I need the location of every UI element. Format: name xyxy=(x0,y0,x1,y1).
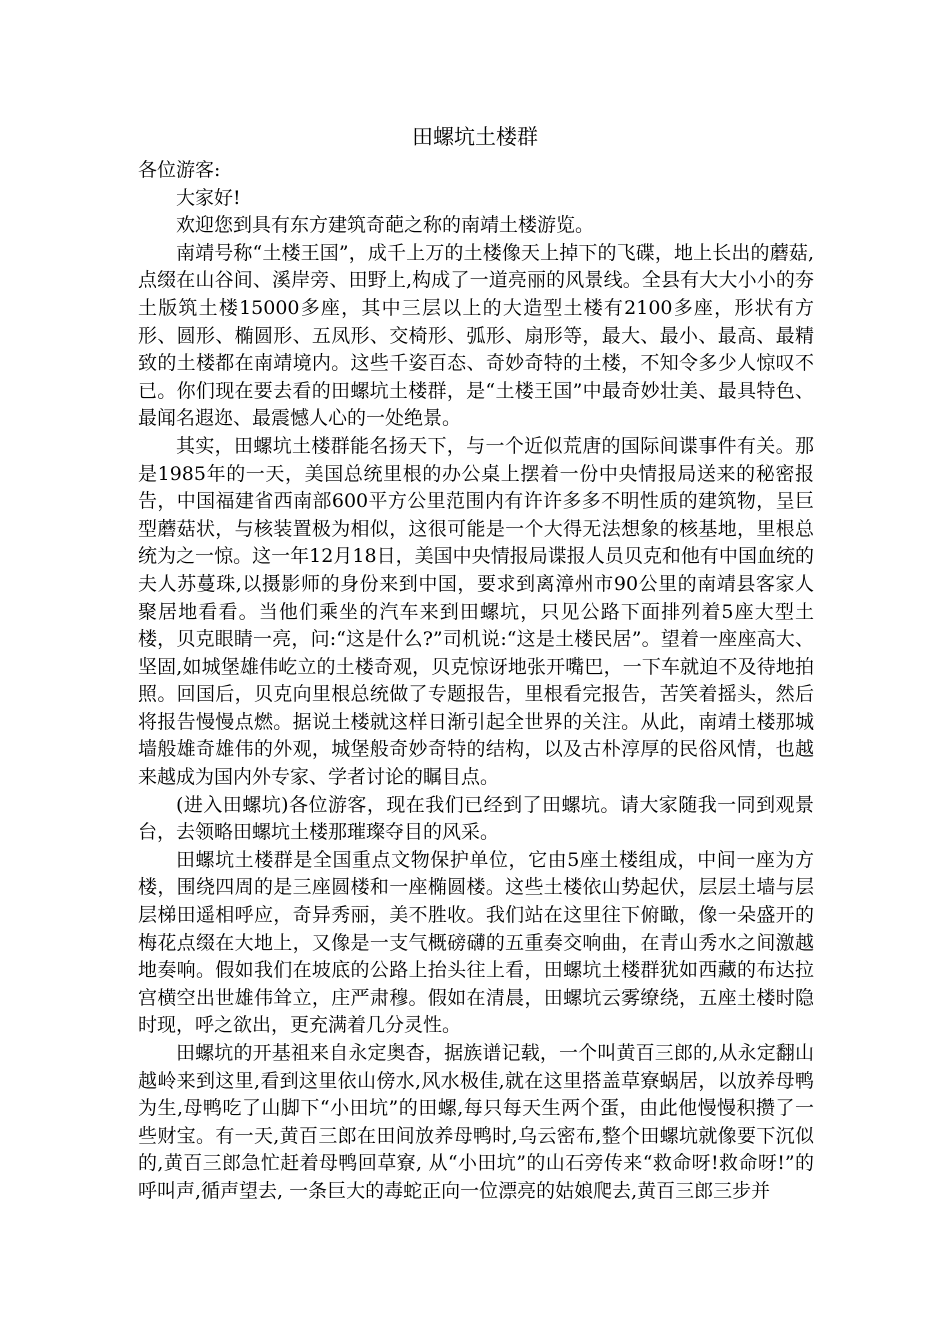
salutation: 各位游客: xyxy=(138,159,221,181)
paragraph-tianluokeng-cluster: 田螺坑土楼群是全国重点文物保护单位，它由5座土楼组成，中间一座为方楼，围绕四周的是三座圆楼和一座椭圆楼。这些土楼依山势起伏，层层土墙与层层梯田遥相呼应，奇异秀丽，美不胜收。我们站在这里往下俯瞰，像一朵盛开的梅花点缀在大地上，又像是一支气概磅礴的五重奏交响曲，在青山秀水之间激越地奏响。假如我们在坡底的公路上抬头往上看，田螺坑土楼群犹如西藏的布达拉宫横空出世雄伟耸立，庄严肃穆。假如在清晨，田螺坑云雾缭绕，五座土楼时隐时现，呼之欲出，更充满着几分灵性。 xyxy=(138,848,814,1037)
paragraph-arrival: (进入田螺坑)各位游客，现在我们已经到了田螺坑。请大家随我一同到观景台，去领略田螺坑土楼那璀璨夺目的风采。 xyxy=(138,793,814,844)
paragraph-welcome: 欢迎您到具有东方建筑奇葩之称的南靖土楼游览。 xyxy=(176,214,595,237)
paragraph-spy-story: 其实，田螺坑土楼群能名扬天下，与一个近似荒唐的国际间谍事件有关。那是1985年的一天，美国总统里根的办公桌上摆着一份中央情报局送来的秘密报告，中国福建省西南部600平方公里范围内有许许多多不明性质的建筑物，呈巨型蘑菇状，与核装置极为相似，这很可能是一个大得无法想象的核基地，里根总统为之一惊。这一年12月18日，美国中央情报局谍报人员贝克和他有中国血统的夫人苏蔓珠,以摄影师的身份来到中国，要求到离漳州市90公里的南靖县客家人聚居地看看。当他们乘坐的汽车来到田螺坑，只见公路下面排列着5座大型土楼，贝克眼睛一亮，问:“这是什么?”司机说:“这是土楼民居”。望着一座座高大、坚固,如城堡雄伟屹立的土楼奇观，贝克惊讶地张开嘴巴，一下车就迫不及待地拍照。回国后，贝克向里根总统做了专题报告，里根看完报告，苦笑着摇头，然后将报告慢慢点燃。据说土楼就这样日渐引起全世界的关注。从此，南靖土楼那城墙般雄奇雄伟的外观，城堡般奇妙奇特的结构，以及古朴淳厚的民俗风情，也越来越成为国内外专家、学者讨论的瞩目点。 xyxy=(138,434,814,789)
document-title: 田螺坑土楼群 xyxy=(412,125,538,149)
document-body xyxy=(138,157,814,1206)
paragraph-greeting: 大家好! xyxy=(176,186,241,209)
paragraph-tulou-kingdom: 南靖号称“土楼王国”，成千上万的土楼像天上掉下的飞碟，地上长出的蘑菇,点缀在山谷间、溪岸旁、田野上,构成了一道亮丽的风景线。全县有大大小小的夯土版筑土楼15000多座，其中三层以上的大造型土楼有2100多座，形状有方形、圆形、椭圆形、五凤形、交椅形、弧形、扇形等，最大、最小、最高、最精致的土楼都在南靖境内。这些千姿百态、奇妙奇特的土楼，不知令多少人惊叹不已。你们现在要去看的田螺坑土楼群，是“土楼王国”中最奇妙壮美、最具特色、最闻名遐迩、最震憾人心的一处绝景。 xyxy=(138,241,814,430)
paragraph-founder-legend: 田螺坑的开基祖来自永定奥杳，据族谱记载，一个叫黄百三郎的,从永定翻山越岭来到这里,看到这里依山傍水,风水极佳,就在这里搭盖草寮蜗居，以放养母鸭为生,母鸭吃了山脚下“小田坑”的田螺,每只每天生两个蛋，由此他慢慢积攒了一些财宝。有一天,黄百三郎在田间放养母鸭时,乌云密布,整个田螺坑就像要下沉似的,黄百三郎急忙赶着母鸭回草寮, 从“小田坑”的山石旁传来“救命呀!救命呀!”的呼叫声,循声望去, 一条巨大的毒蛇正向一位漂亮的姑娘爬去,黄百三郎三步并 xyxy=(138,1042,814,1202)
